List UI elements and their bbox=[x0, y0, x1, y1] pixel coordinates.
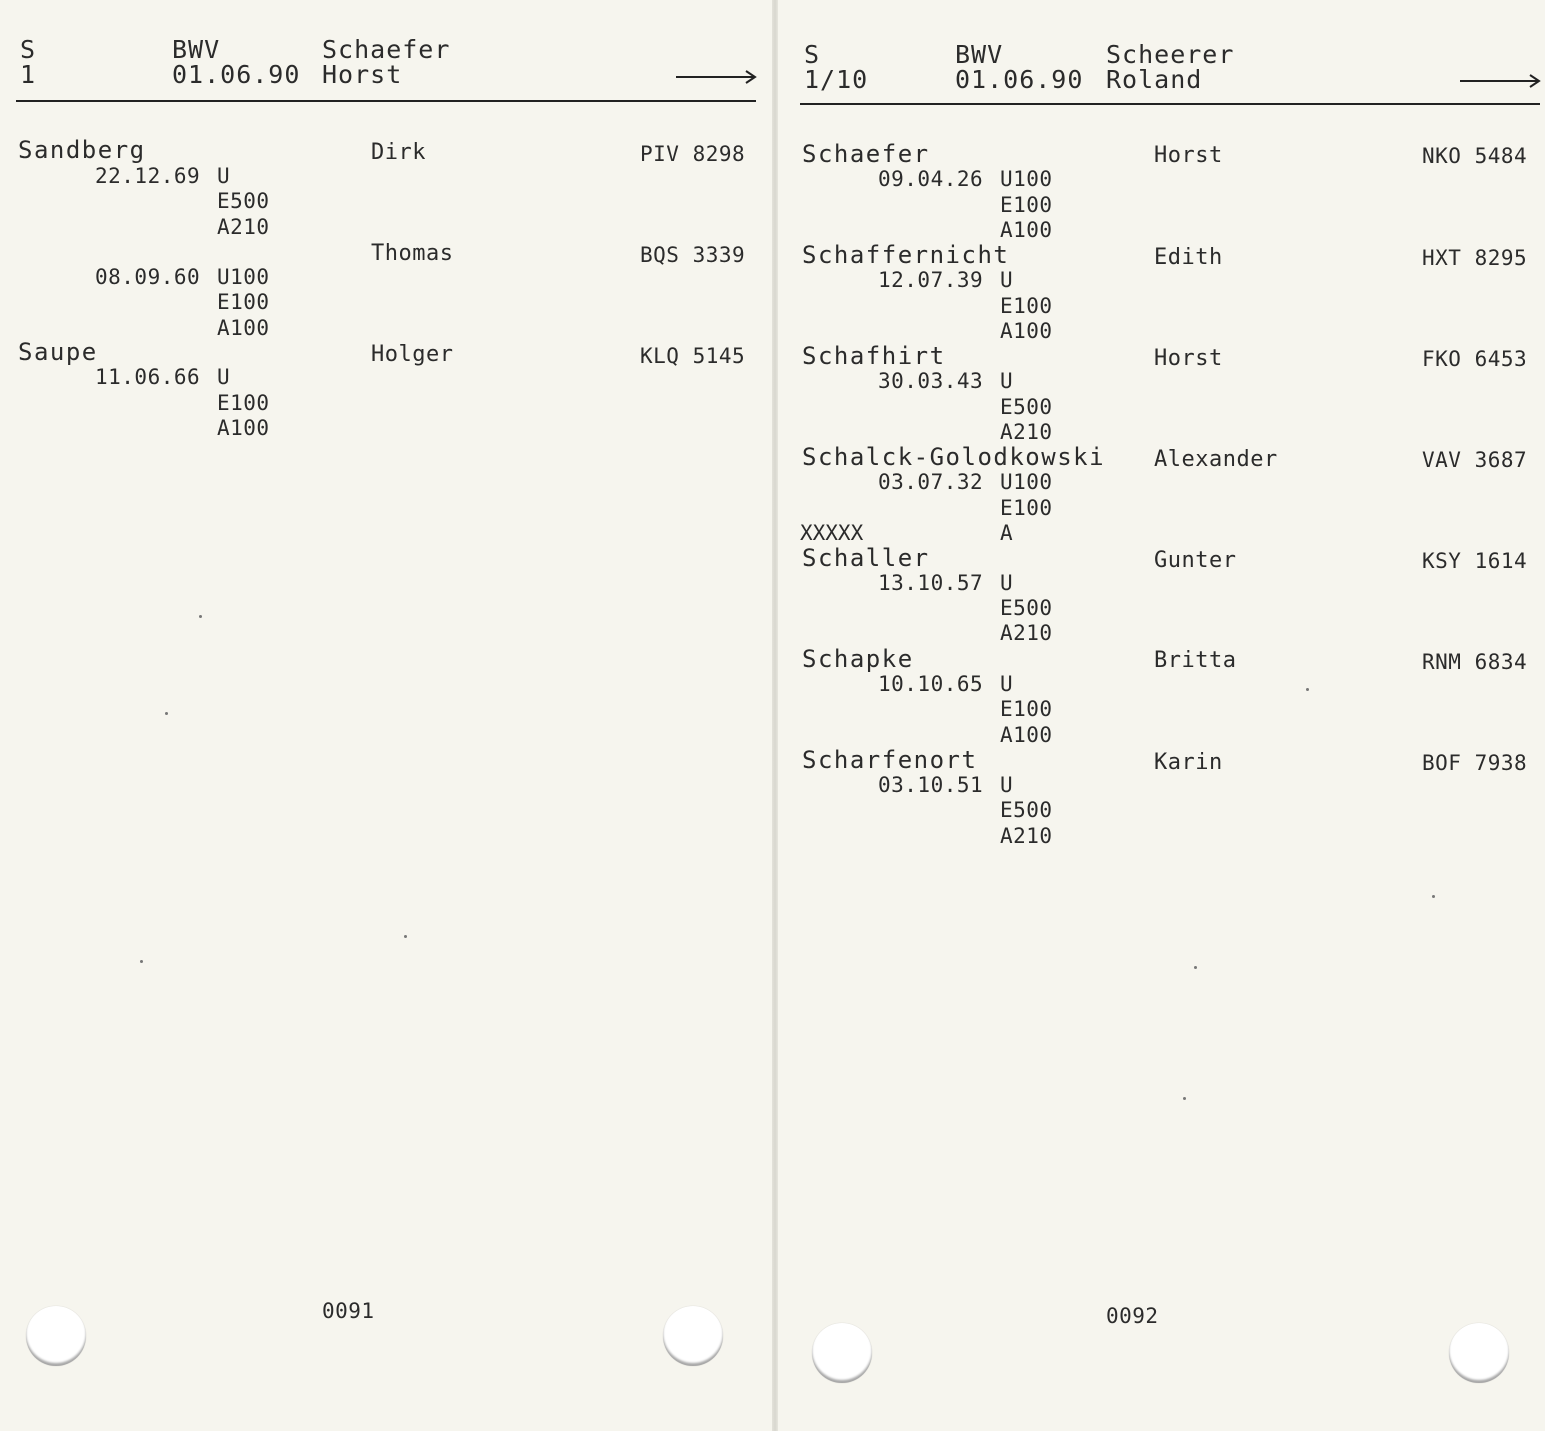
entry-rate-e: E500 bbox=[1000, 395, 1053, 419]
entry-rate-e: E100 bbox=[1000, 193, 1053, 217]
entry-code: BQS 3339 bbox=[640, 243, 746, 267]
header-section: S bbox=[20, 35, 37, 64]
entry-code: KLQ 5145 bbox=[640, 344, 746, 368]
entry-rate-u: U bbox=[1000, 571, 1014, 595]
entry-firstname: Horst bbox=[1154, 346, 1223, 371]
entry-date: 09.04.26 bbox=[878, 167, 984, 191]
entry-code: FKO 6453 bbox=[1422, 347, 1528, 371]
entry-rate-a: A100 bbox=[1000, 723, 1053, 747]
entry-code: BOF 7938 bbox=[1422, 751, 1528, 775]
entry-code: HXT 8295 bbox=[1422, 246, 1528, 270]
entry-rate-a: A100 bbox=[217, 316, 270, 340]
entry-surname: Saupe bbox=[18, 338, 98, 366]
header-firstname: Roland bbox=[1106, 65, 1203, 94]
entry-code: VAV 3687 bbox=[1422, 448, 1528, 472]
header-date: 01.06.90 bbox=[955, 65, 1084, 94]
entry-rate-u: U bbox=[1000, 672, 1014, 696]
entry-surname: Scharfenort bbox=[802, 746, 978, 774]
header-surname: Scheerer bbox=[1106, 40, 1235, 69]
page-number: 0091 bbox=[322, 1299, 375, 1323]
entry-date: 30.03.43 bbox=[878, 369, 984, 393]
paper-speck bbox=[1183, 1097, 1186, 1100]
entry-rate-u: U100 bbox=[1000, 167, 1053, 191]
entry-rate-a: A100 bbox=[217, 416, 270, 440]
entry-firstname: Karin bbox=[1154, 750, 1223, 775]
entry-rate-a: A210 bbox=[1000, 621, 1053, 645]
punch-hole bbox=[1449, 1323, 1509, 1383]
punch-hole bbox=[663, 1306, 723, 1366]
entry-rate-u: U bbox=[217, 164, 231, 188]
entry-rate-a: A100 bbox=[1000, 319, 1053, 343]
strike-mark: XXXXX bbox=[800, 521, 864, 545]
entry-firstname: Gunter bbox=[1154, 548, 1237, 573]
entry-rate-e: E100 bbox=[217, 290, 270, 314]
header-sheet-number: 1 bbox=[20, 60, 37, 89]
entry-rate-u: U bbox=[1000, 369, 1014, 393]
entry-surname: Schaller bbox=[802, 544, 930, 572]
header-org: BWV bbox=[955, 40, 1004, 69]
entry-date: 11.06.66 bbox=[95, 365, 201, 389]
header-date: 01.06.90 bbox=[172, 60, 301, 89]
page-number: 0092 bbox=[1106, 1304, 1159, 1328]
entry-date: 12.07.39 bbox=[878, 268, 984, 292]
entry-date: 03.07.32 bbox=[878, 470, 984, 494]
paper-speck bbox=[1194, 966, 1197, 969]
entry-rate-e: E500 bbox=[1000, 596, 1053, 620]
header-rule bbox=[800, 103, 1540, 105]
entry-rate-e: E100 bbox=[1000, 496, 1053, 520]
punch-hole bbox=[26, 1306, 86, 1366]
entry-firstname: Thomas bbox=[371, 241, 454, 266]
entry-firstname: Horst bbox=[1154, 143, 1223, 168]
entry-date: 08.09.60 bbox=[95, 265, 201, 289]
entry-surname: Schaffernicht bbox=[802, 241, 1010, 269]
paper-speck bbox=[140, 960, 143, 963]
entry-code: KSY 1614 bbox=[1422, 549, 1528, 573]
header-org: BWV bbox=[172, 35, 221, 64]
entry-date: 13.10.57 bbox=[878, 571, 984, 595]
paper-speck bbox=[404, 935, 407, 938]
header-section: S bbox=[804, 40, 821, 69]
left-sheet bbox=[0, 0, 772, 1431]
paper-speck bbox=[1306, 688, 1309, 691]
header-sheet-number: 1/10 bbox=[804, 65, 869, 94]
entry-rate-e: E100 bbox=[217, 391, 270, 415]
header-rule bbox=[16, 100, 756, 102]
entry-firstname: Holger bbox=[371, 342, 454, 367]
entry-rate-a: A210 bbox=[217, 215, 270, 239]
paper-speck bbox=[199, 615, 202, 618]
entry-date: 03.10.51 bbox=[878, 773, 984, 797]
arrow-right-icon bbox=[674, 68, 758, 86]
entry-surname: Schapke bbox=[802, 645, 914, 673]
entry-date: 10.10.65 bbox=[878, 672, 984, 696]
entry-surname: Sandberg bbox=[18, 136, 146, 164]
entry-rate-a: A210 bbox=[1000, 824, 1053, 848]
entry-firstname: Dirk bbox=[371, 140, 426, 165]
header-surname: Schaefer bbox=[322, 35, 451, 64]
paper-speck bbox=[165, 712, 168, 715]
header-firstname: Horst bbox=[322, 60, 403, 89]
paper-speck bbox=[1432, 895, 1435, 898]
punch-hole bbox=[812, 1323, 872, 1383]
entry-firstname: Britta bbox=[1154, 648, 1237, 673]
entry-rate-e: E500 bbox=[217, 189, 270, 213]
entry-rate-e: E500 bbox=[1000, 798, 1053, 822]
entry-rate-u: U bbox=[1000, 268, 1014, 292]
entry-code: PIV 8298 bbox=[640, 142, 746, 166]
entry-rate-a: A bbox=[1000, 521, 1014, 545]
entry-rate-a: A100 bbox=[1000, 218, 1053, 242]
entry-rate-u: U100 bbox=[1000, 470, 1053, 494]
right-sheet bbox=[778, 0, 1545, 1431]
arrow-right-icon bbox=[1458, 72, 1542, 90]
entry-surname: Schaefer bbox=[802, 140, 930, 168]
entry-surname: Schalck-Golodkowski bbox=[802, 443, 1106, 471]
entry-rate-e: E100 bbox=[1000, 294, 1053, 318]
entry-firstname: Alexander bbox=[1154, 447, 1278, 472]
entry-code: RNM 6834 bbox=[1422, 650, 1528, 674]
entry-surname: Schafhirt bbox=[802, 342, 946, 370]
entry-rate-a: A210 bbox=[1000, 420, 1053, 444]
entry-rate-u: U bbox=[1000, 773, 1014, 797]
entry-rate-u: U100 bbox=[217, 265, 270, 289]
entry-rate-u: U bbox=[217, 365, 231, 389]
entry-date: 22.12.69 bbox=[95, 164, 201, 188]
entry-rate-e: E100 bbox=[1000, 697, 1053, 721]
entry-firstname: Edith bbox=[1154, 245, 1223, 270]
entry-code: NKO 5484 bbox=[1422, 144, 1528, 168]
